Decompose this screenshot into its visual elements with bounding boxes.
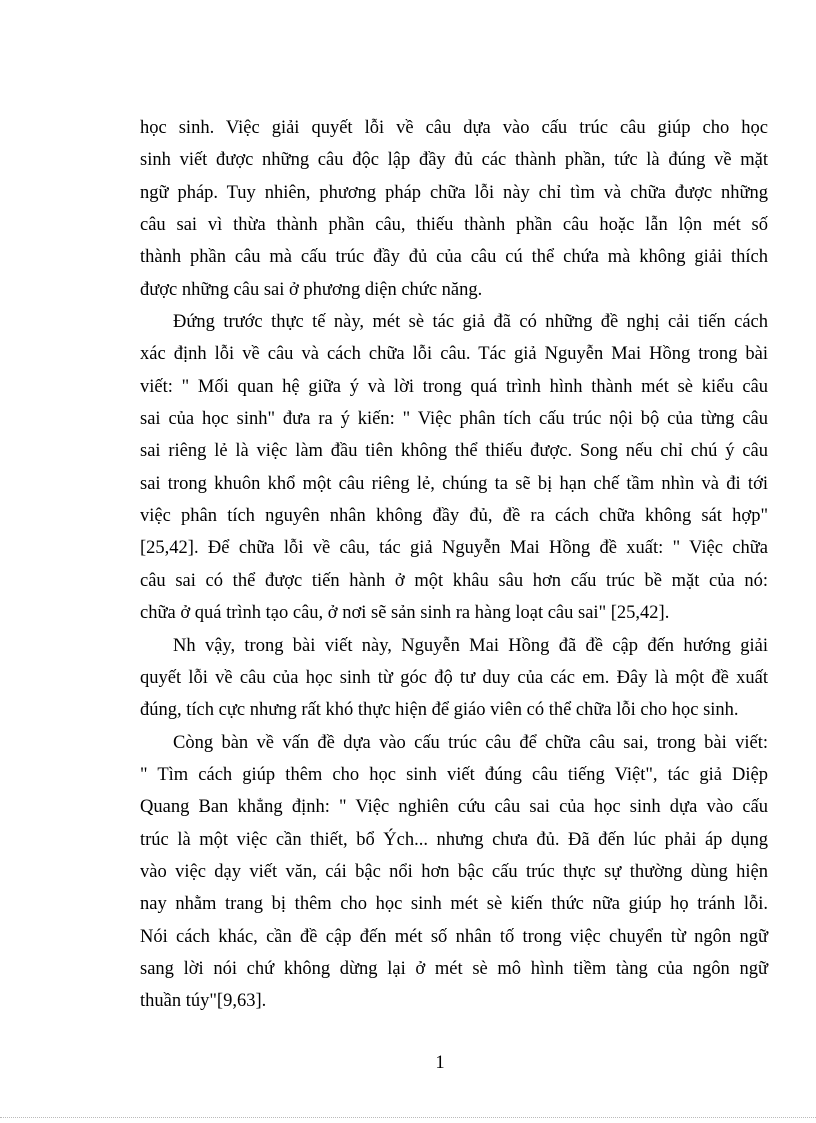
paragraph [140, 632, 768, 729]
text-line: học sinh. Việc giải quyết lỗi về câu dựa vào cấu trúc câu giúp cho học [140, 118, 768, 138]
text-line: viết: " Mối quan hệ giữa ý và lời trong quá trình hình thành mét sè kiểu câu [140, 376, 768, 397]
text-line: trúc là một việc cần thiết, bổ Ých... nhưng chưa đủ. Đã đến lúc phải áp dụng [140, 829, 768, 850]
document-body [140, 114, 768, 1020]
paragraph [140, 729, 768, 1020]
text-line: việc phân tích nguyên nhân không đầy đủ, đề ra cách chữa không sát hợp" [140, 506, 768, 527]
text-line: chữa ở quá trình tạo câu, ở nơi sẽ sản sinh ra hàng loạt câu sai" [25,42]. [140, 603, 670, 624]
text-line: sai trong khuôn khổ một câu riêng lẻ, chúng ta sẽ bị hạn chế tầm nhìn và đi tới [140, 473, 768, 494]
text-line: câu sai có thể được tiến hành ở một khâu sâu hơn cấu trúc bề mặt của nó: [140, 570, 768, 591]
paragraph [140, 308, 768, 631]
text-line: nay nhằm trang bị thêm cho học sinh mét sè kiến thức nữa giúp họ tránh lỗi. [140, 894, 768, 915]
text-line: sinh viết được những câu độc lập đầy đủ các thành phần, tức là đúng về mặt [140, 150, 768, 171]
text-line: được những câu sai ở phương diện chức năng. [140, 279, 483, 300]
text-line: thành phần câu mà cấu trúc đầy đủ của câu cú thể chứa mà không giải thích [140, 247, 768, 268]
text-line: ngữ pháp. Tuy nhiên, phương pháp chữa lỗi này chỉ tìm và chữa được những [140, 182, 768, 203]
text-line: Còng bàn về vấn đề dựa vào cấu trúc câu để chữa câu sai, trong bài viết: [173, 732, 768, 753]
text-line: đúng, tích cực nhưng rất khó thực hiện để giáo viên có thể chữa lỗi cho học sinh. [140, 700, 739, 721]
text-line: Nh vậy, trong bài viết này, Nguyễn Mai Hồng đã đề cập đến hướng giải [173, 635, 768, 656]
page-number: 1 [435, 1053, 445, 1073]
page-bottom-divider [0, 1117, 816, 1118]
text-line: Nói cách khác, cần đề cập đến mét số nhân tố trong việc chuyển từ ngôn ngữ [140, 926, 768, 947]
text-line: sai của học sinh" đưa ra ý kiến: " Việc phân tích cấu trúc nội bộ của từng câu [140, 409, 768, 430]
text-line: quyết lỗi về câu của học sinh từ góc độ tư duy của các em. Đây là một đề xuất [140, 667, 768, 688]
text-line: câu sai vì thừa thành phần câu, thiếu thành phần câu hoặc lẫn lộn mét số [140, 215, 768, 236]
text-line: xác định lỗi về câu và cách chữa lỗi câu. Tác giả Nguyễn Mai Hồng trong bài [140, 344, 768, 365]
text-line: Đứng trước thực tế này, mét sè tác giả đã có những đề nghị cải tiến cách [173, 312, 768, 333]
text-line: sang lời nói chứ không dừng lại ở mét sè mô hình tiềm tàng của ngôn ngữ [140, 958, 768, 979]
text-line: [25,42]. Để chữa lỗi về câu, tác giả Nguyễn Mai Hồng đề xuất: " Việc chữa [140, 538, 768, 559]
text-line: thuần túy"[9,63]. [140, 991, 267, 1012]
text-line: sai riêng lẻ là việc làm đầu tiên không thể thiếu được. Song nếu chỉ chú ý câu [140, 441, 768, 462]
text-line: vào việc dạy viết văn, cái bậc nổi hơn bậc cấu trúc thực sự thường dùng hiện [140, 861, 768, 882]
text-line: " Tìm cách giúp thêm cho học sinh viết đúng câu tiếng Việt", tác giả Diệp [140, 764, 768, 785]
text-line: Quang Ban khẳng định: " Việc nghiên cứu câu sai của học sinh dựa vào cấu [140, 797, 768, 818]
paragraph [140, 114, 768, 308]
